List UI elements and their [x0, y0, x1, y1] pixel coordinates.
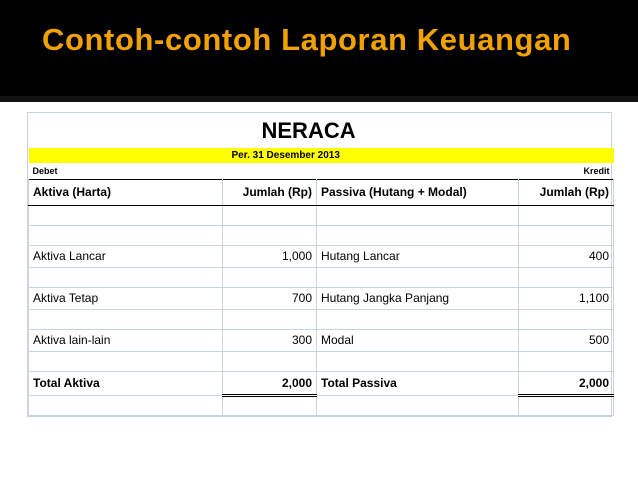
liabilities-header: Passiva (Hutang + Modal)	[317, 179, 519, 205]
liability-amount: 400	[519, 245, 614, 267]
liability-amount: 500	[519, 329, 614, 351]
column-header-row	[29, 179, 614, 205]
asset-name: Aktiva lain-lain	[29, 329, 223, 351]
slide-title: Contoh-contoh Laporan Keuangan	[42, 22, 572, 57]
assets-header: Aktiva (Harta)	[29, 179, 223, 205]
statement-title: NERACA	[261, 117, 356, 143]
spacer-row	[29, 395, 614, 415]
balance-sheet	[27, 112, 612, 417]
amount-left-header: Jumlah (Rp)	[223, 179, 317, 205]
statement-period: Per. 31 Desember 2013	[29, 148, 614, 163]
asset-amount: 700	[223, 287, 317, 309]
liability-name: Hutang Jangka Panjang	[317, 287, 519, 309]
asset-amount: 300	[223, 329, 317, 351]
asset-amount: 1,000	[223, 245, 317, 267]
table-row	[29, 287, 614, 309]
spacer-row	[29, 309, 614, 329]
debet-label: Debet	[32, 165, 58, 176]
title-bar	[0, 0, 638, 102]
spacer-row	[29, 267, 614, 287]
title-divider	[0, 96, 638, 102]
amount-right-header: Jumlah (Rp)	[519, 179, 614, 205]
total-assets-amount: 2,000	[223, 371, 317, 395]
spacer-row	[29, 225, 614, 245]
kredit-label: Kredit	[583, 165, 610, 176]
spacer-row	[29, 351, 614, 371]
liability-amount: 1,100	[519, 287, 614, 309]
totals-row	[29, 371, 614, 395]
asset-name: Aktiva Tetap	[29, 287, 223, 309]
table-row	[29, 329, 614, 351]
liability-name: Hutang Lancar	[317, 245, 519, 267]
balance-sheet-table	[28, 113, 614, 416]
spacer-row	[29, 205, 614, 225]
total-liabilities-amount: 2,000	[519, 371, 614, 395]
table-row	[29, 245, 614, 267]
liability-name: Modal	[317, 329, 519, 351]
total-liabilities-label: Total Passiva	[317, 371, 519, 395]
total-assets-label: Total Aktiva	[29, 371, 223, 395]
asset-name: Aktiva Lancar	[29, 245, 223, 267]
